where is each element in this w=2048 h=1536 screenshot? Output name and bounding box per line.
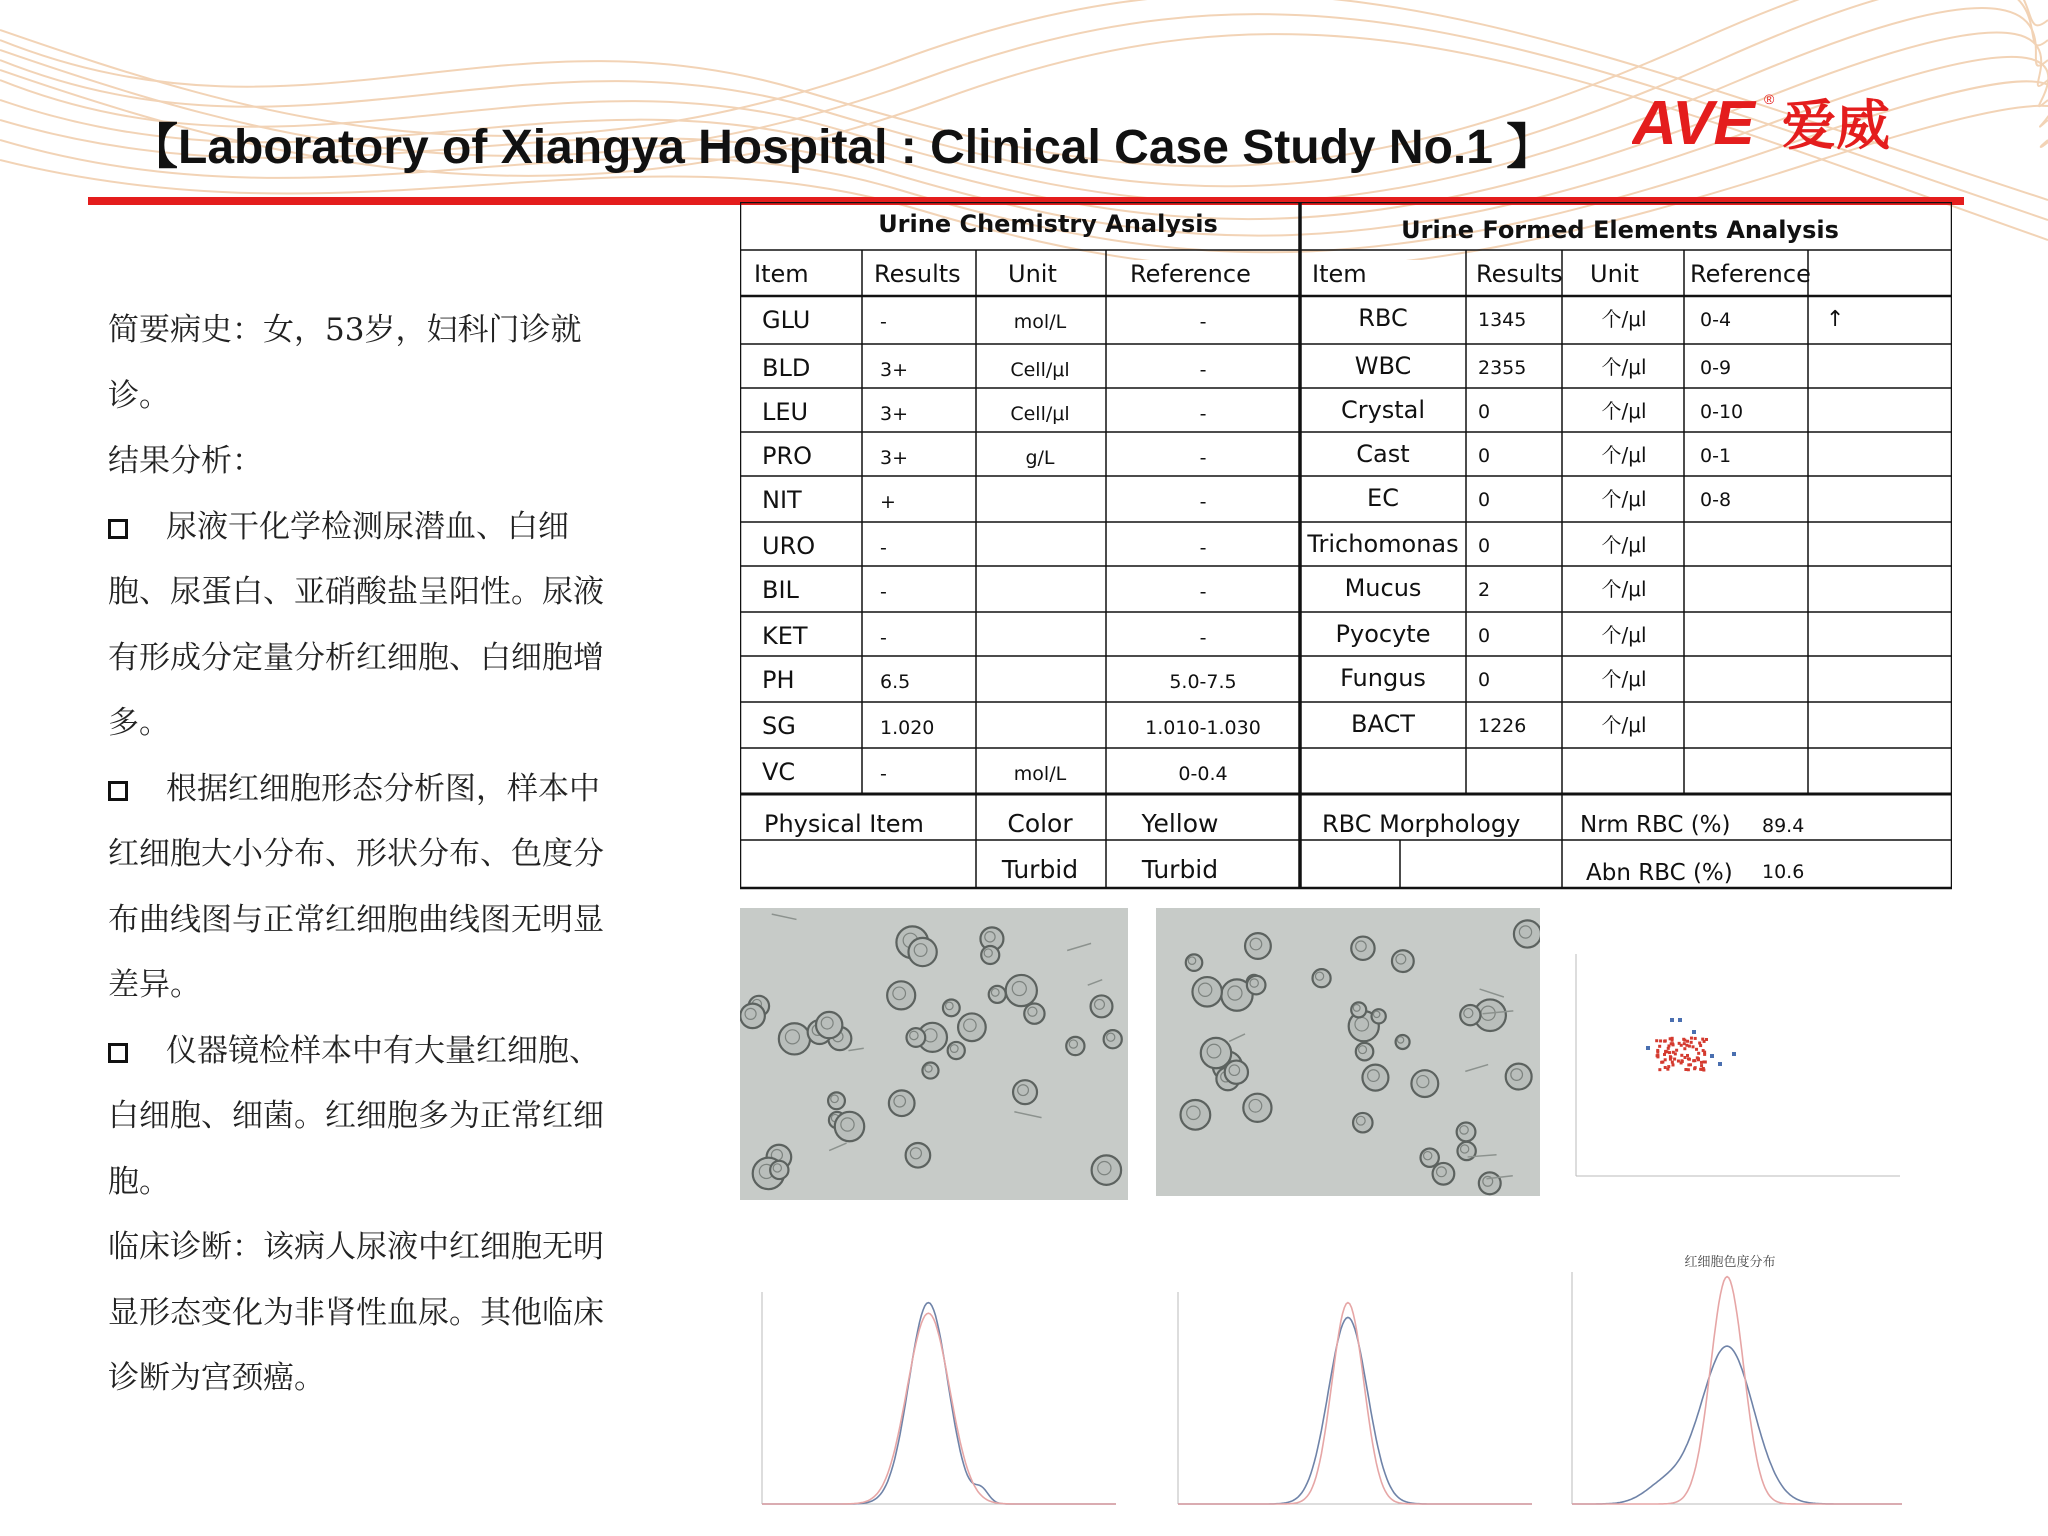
physical-turbid-value: Turbid xyxy=(1141,855,1219,884)
scatter-point xyxy=(1693,1059,1696,1062)
scatter-point xyxy=(1697,1052,1700,1055)
cell xyxy=(1353,1113,1372,1132)
formed-result: 2355 xyxy=(1478,357,1527,379)
chemistry-item: URO xyxy=(762,532,816,560)
bacteria-rod xyxy=(1229,1034,1245,1041)
cell xyxy=(908,938,936,966)
chemistry-item: GLU xyxy=(762,306,811,334)
scatter-point xyxy=(1677,1060,1680,1063)
scatter-point xyxy=(1656,1055,1659,1058)
cell xyxy=(981,946,999,964)
chemistry-reference: 5.0-7.5 xyxy=(1169,671,1237,693)
formed-header: Item xyxy=(1312,260,1367,288)
scatter-point xyxy=(1683,1039,1686,1042)
chemistry-result: - xyxy=(880,763,887,785)
chemistry-result: - xyxy=(880,311,887,333)
chemistry-item: LEU xyxy=(762,398,809,426)
formed-result: 0 xyxy=(1478,625,1491,647)
cell xyxy=(889,1090,915,1116)
formed-reference: 0-8 xyxy=(1700,489,1732,511)
scatter-point xyxy=(1685,1044,1688,1047)
scatter-point xyxy=(1664,1066,1667,1069)
physical-item-label: Physical Item xyxy=(764,810,924,838)
chemistry-reference: 0-0.4 xyxy=(1178,763,1228,785)
formed-unit: 个/μl xyxy=(1601,713,1647,737)
formed-unit: 个/μl xyxy=(1601,355,1647,379)
scatter-point xyxy=(1659,1039,1662,1042)
microscope-image-2 xyxy=(1156,908,1540,1196)
formed-item: EC xyxy=(1367,484,1399,512)
scatter-point xyxy=(1690,1037,1693,1040)
formed-item: RBC xyxy=(1358,304,1408,332)
formed-result: 2 xyxy=(1478,579,1491,601)
formed-item: Trichomonas xyxy=(1307,530,1459,558)
scatter-point xyxy=(1700,1064,1703,1067)
scatter-point xyxy=(1705,1038,1708,1041)
formed-item: Mucus xyxy=(1344,574,1422,602)
scatter-point xyxy=(1669,1056,1672,1059)
distribution-curve xyxy=(1178,1303,1532,1504)
scatter-point xyxy=(1680,1059,1683,1062)
scatter-point xyxy=(1695,1048,1698,1051)
cell xyxy=(1313,969,1331,987)
scatter-point xyxy=(1683,1047,1686,1050)
scatter-point xyxy=(1670,1042,1673,1045)
rbc-scatter-plot xyxy=(1550,934,1910,1190)
distribution-curve xyxy=(1178,1317,1532,1504)
cell xyxy=(1433,1163,1455,1185)
rbc-chroma-distribution-chart xyxy=(1550,1242,1910,1518)
formed-reference: 0-9 xyxy=(1700,357,1732,379)
chemistry-reference: - xyxy=(1199,403,1207,425)
cell xyxy=(1104,1030,1122,1048)
bacteria-rod xyxy=(1088,980,1102,986)
formed-unit: 个/μl xyxy=(1601,623,1647,647)
svg-text:爱威: 爱威 xyxy=(1782,94,1890,157)
results-table-grid xyxy=(740,202,1952,902)
chemistry-item: BLD xyxy=(762,354,811,382)
scatter-point xyxy=(1670,1018,1674,1022)
cell xyxy=(1243,1094,1271,1122)
cell xyxy=(1460,1005,1480,1025)
chemistry-result: 6.5 xyxy=(880,671,911,693)
cell xyxy=(989,986,1006,1003)
scatter-point xyxy=(1688,1058,1691,1061)
cell xyxy=(770,1161,788,1179)
scatter-point xyxy=(1687,1068,1690,1071)
distribution-curve xyxy=(762,1313,1116,1504)
scatter-point xyxy=(1701,1038,1704,1041)
abn-rbc-label: Abn RBC (%) xyxy=(1586,860,1733,886)
increase-arrow-icon: ↑ xyxy=(1826,307,1845,332)
abn-rbc-value: 10.6 xyxy=(1762,861,1805,883)
cell xyxy=(1225,1061,1248,1084)
chemistry-item: BIL xyxy=(762,576,799,604)
chemistry-reference: - xyxy=(1199,537,1207,559)
formed-header: Results xyxy=(1476,260,1563,288)
scatter-point xyxy=(1661,1061,1664,1064)
formed-reference: 0-4 xyxy=(1700,309,1732,331)
cell xyxy=(948,1042,965,1059)
scatter-point xyxy=(1646,1046,1650,1050)
physical-color-label: Color xyxy=(1007,809,1073,838)
scatter-point xyxy=(1680,1044,1683,1047)
scatter-point xyxy=(1694,1066,1697,1069)
formed-result: 0 xyxy=(1478,535,1491,557)
chemistry-result: - xyxy=(880,627,887,649)
scatter-point xyxy=(1686,1040,1689,1043)
scatter-point xyxy=(1680,1054,1683,1057)
chemistry-result: - xyxy=(880,581,887,603)
cell xyxy=(779,1023,810,1054)
chemistry-result: - xyxy=(880,537,887,559)
chemistry-item: PH xyxy=(762,666,795,694)
bacteria-rod xyxy=(772,914,797,919)
bacteria-rod xyxy=(848,1048,863,1050)
cell xyxy=(1362,1065,1388,1091)
chemistry-table-title: Urine Chemistry Analysis xyxy=(878,210,1218,238)
chemistry-unit: mol/L xyxy=(1013,311,1067,333)
chemistry-header: Unit xyxy=(1008,260,1057,288)
chemistry-reference: - xyxy=(1199,627,1207,649)
cell xyxy=(958,1013,986,1041)
chemistry-result: + xyxy=(880,491,896,513)
cell xyxy=(1506,1064,1532,1090)
cell xyxy=(1201,1038,1231,1068)
physical-color-value: Yellow xyxy=(1141,809,1219,838)
svg-text:红细胞色度分布: 红细胞色度分布 xyxy=(1684,1255,1776,1270)
scatter-point xyxy=(1658,1068,1661,1071)
formed-result: 0 xyxy=(1478,489,1491,511)
chemistry-unit: g/L xyxy=(1025,447,1055,469)
formed-result: 1226 xyxy=(1478,715,1527,737)
chemistry-header: Item xyxy=(754,260,809,288)
formed-unit: 个/μl xyxy=(1601,533,1647,557)
cell xyxy=(740,1004,765,1029)
formed-header: Reference xyxy=(1690,260,1811,288)
formed-unit: 个/μl xyxy=(1601,577,1647,601)
chemistry-reference: - xyxy=(1199,311,1207,333)
formed-unit: 个/μl xyxy=(1601,487,1647,511)
bacteria-rod xyxy=(1067,943,1091,950)
chemistry-item: KET xyxy=(762,622,808,650)
formed-unit: 个/μl xyxy=(1601,307,1647,331)
cell xyxy=(1092,1155,1121,1184)
scatter-point xyxy=(1671,1063,1674,1066)
formed-item: WBC xyxy=(1354,352,1412,380)
chemistry-result: 3+ xyxy=(880,403,909,425)
formed-result: 0 xyxy=(1478,669,1491,691)
svg-text:®: ® xyxy=(1764,91,1775,107)
scatter-point xyxy=(1663,1053,1666,1056)
nrm-rbc-value: 89.4 xyxy=(1762,815,1805,837)
rbc-morphology-label: RBC Morphology xyxy=(1322,810,1521,838)
cell xyxy=(1356,1043,1374,1061)
chemistry-item: SG xyxy=(762,712,796,740)
scatter-point xyxy=(1675,1049,1678,1052)
scatter-point xyxy=(1664,1039,1667,1042)
scatter-point xyxy=(1710,1054,1714,1058)
cell xyxy=(1091,995,1113,1017)
physical-turbid-label: Turbid xyxy=(1001,855,1079,884)
scatter-point xyxy=(1690,1041,1693,1044)
chemistry-unit: Cell/μl xyxy=(1010,359,1070,381)
cell xyxy=(1006,975,1037,1006)
scatter-point xyxy=(1664,1050,1667,1053)
formed-result: 0 xyxy=(1478,445,1491,467)
cell xyxy=(1411,1070,1438,1097)
bacteria-rod xyxy=(1480,989,1504,997)
checkbox-icon xyxy=(108,1043,128,1063)
chemistry-item: PRO xyxy=(762,442,813,470)
scatter-point xyxy=(1668,1051,1671,1054)
formed-item: Crystal xyxy=(1340,396,1426,424)
cell xyxy=(1013,1080,1037,1104)
formed-unit: 个/μl xyxy=(1601,667,1647,691)
formed-unit: 个/μl xyxy=(1601,443,1647,467)
scatter-point xyxy=(1700,1061,1703,1064)
cell xyxy=(1066,1037,1084,1055)
case-description xyxy=(108,298,628,1412)
formed-item: Cast xyxy=(1356,440,1410,468)
analysis-heading: 结果分析： xyxy=(108,443,263,479)
distribution-curve xyxy=(1572,1277,1902,1504)
scatter-point xyxy=(1692,1045,1695,1048)
chemistry-reference: - xyxy=(1199,359,1207,381)
formed-item: Pyocyte xyxy=(1335,620,1431,648)
cell xyxy=(1457,1123,1476,1142)
formed-item: BACT xyxy=(1351,710,1415,738)
cell xyxy=(816,1012,842,1038)
chemistry-reference: - xyxy=(1199,491,1207,513)
cell xyxy=(906,1143,931,1168)
checkbox-icon xyxy=(108,781,128,801)
scatter-point xyxy=(1684,1056,1687,1059)
formed-table-title: Urine Formed Elements Analysis xyxy=(1401,216,1839,244)
diagnosis-text: 临床诊断：该病人尿液中红细胞无明显形态变化为非肾性血尿。其他临床诊断为宫颈癌。 xyxy=(108,1229,604,1396)
cell xyxy=(1420,1148,1438,1166)
scatter-point xyxy=(1658,1045,1661,1048)
cell xyxy=(1457,1142,1475,1160)
scatter-point xyxy=(1683,1042,1686,1045)
bullet-microscopy: 仪器镜检样本中有大量红细胞、白细胞、细菌。红细胞多为正常红细胞。 xyxy=(108,1032,604,1200)
checkbox-icon xyxy=(108,519,128,539)
scatter-point xyxy=(1692,1030,1696,1034)
chemistry-reference: 1.010-1.030 xyxy=(1145,717,1261,739)
chemistry-unit: Cell/μl xyxy=(1010,403,1070,425)
chemistry-result: 1.020 xyxy=(880,717,935,739)
chemistry-result: 3+ xyxy=(880,359,909,381)
cell xyxy=(1245,933,1271,959)
scatter-point xyxy=(1655,1039,1658,1042)
ave-logo xyxy=(1632,86,1912,158)
scatter-point xyxy=(1669,1037,1672,1040)
results-table xyxy=(740,202,1952,902)
cell xyxy=(1392,950,1414,972)
cell xyxy=(1024,1004,1044,1024)
scatter-point xyxy=(1699,1044,1702,1047)
chemistry-item: NIT xyxy=(762,486,802,514)
chemistry-reference: - xyxy=(1199,581,1207,603)
cell xyxy=(835,1112,864,1141)
scatter-point xyxy=(1704,1061,1707,1064)
cell xyxy=(1192,977,1221,1006)
microscope-image-1 xyxy=(740,908,1128,1200)
scatter-point xyxy=(1718,1062,1722,1066)
cell xyxy=(1181,1100,1211,1130)
formed-header: Unit xyxy=(1590,260,1639,288)
chemistry-result: 3+ xyxy=(880,447,909,469)
chemistry-header: Reference xyxy=(1130,260,1251,288)
formed-reference: 0-10 xyxy=(1700,401,1744,423)
rbc-shape-distribution-chart xyxy=(1156,1262,1540,1518)
bacteria-rod xyxy=(829,1143,846,1150)
formed-reference: 0-1 xyxy=(1700,445,1732,467)
cell xyxy=(1514,920,1540,947)
nrm-rbc-label: Nrm RBC (%) xyxy=(1580,812,1731,838)
scatter-point xyxy=(1667,1065,1670,1068)
cell xyxy=(887,981,915,1009)
scatter-point xyxy=(1701,1068,1704,1071)
bacteria-rod xyxy=(1465,1065,1488,1072)
scatter-point xyxy=(1687,1063,1690,1066)
scatter-point xyxy=(1656,1051,1659,1054)
scatter-point xyxy=(1666,1068,1669,1071)
bullet-chemistry: 尿液干化学检测尿潜血、白细胞、尿蛋白、亚硝酸盐呈阳性。尿液有形成分定量分析红细胞、白细胞增多。 xyxy=(108,508,604,741)
scatter-point xyxy=(1672,1051,1675,1054)
rbc-size-distribution-chart xyxy=(740,1262,1124,1518)
cell xyxy=(1247,976,1266,995)
cell xyxy=(1479,1172,1501,1194)
formed-result: 1345 xyxy=(1478,309,1527,331)
distribution-curve xyxy=(1572,1346,1902,1504)
bacteria-rod xyxy=(1014,1112,1041,1118)
scatter-point xyxy=(1694,1037,1697,1040)
chemistry-header: Results xyxy=(874,260,961,288)
history-text: 简要病史：女，53岁，妇科门诊就诊。 xyxy=(108,312,582,414)
svg-text:AVE: AVE xyxy=(1632,89,1755,158)
formed-item: Fungus xyxy=(1340,664,1426,692)
cell xyxy=(1351,937,1374,960)
formed-unit: 个/μl xyxy=(1601,399,1647,423)
chemistry-reference: - xyxy=(1199,447,1207,469)
scatter-point xyxy=(1703,1053,1706,1056)
formed-result: 0 xyxy=(1478,401,1491,423)
scatter-point xyxy=(1671,1061,1674,1064)
scatter-point xyxy=(1678,1018,1682,1022)
chemistry-unit: mol/L xyxy=(1013,763,1067,785)
cell xyxy=(906,1028,925,1047)
bullet-morphology: 根据红细胞形态分析图，样本中红细胞大小分布、形状分布、色度分布曲线图与正常红细胞曲线图无明显差异。 xyxy=(108,770,604,1003)
scatter-point xyxy=(1697,1058,1700,1061)
scatter-point xyxy=(1732,1052,1736,1056)
scatter-point xyxy=(1673,1058,1676,1061)
page-title: 【Laboratory of Xiangya Hospital : Clinical Case Study No.1 】 xyxy=(130,121,1555,174)
chemistry-item: VC xyxy=(762,758,796,786)
